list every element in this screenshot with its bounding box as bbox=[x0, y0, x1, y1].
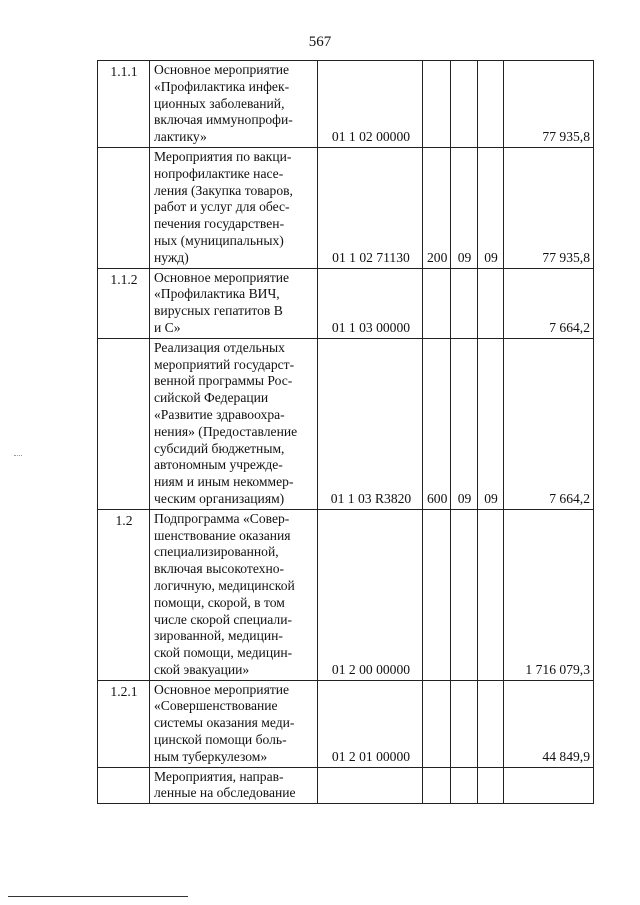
row-name-line: нения» (Предоставление bbox=[154, 423, 298, 439]
target-article-cell: 01 2 01 00000 bbox=[318, 680, 423, 767]
table-row bbox=[98, 767, 594, 804]
amount-cell: 1 716 079,3 bbox=[504, 509, 594, 680]
row-number-cell bbox=[98, 338, 150, 509]
row-name-cell bbox=[150, 680, 318, 767]
row-name-cell bbox=[150, 61, 318, 148]
subsection-cell bbox=[478, 268, 504, 338]
table-row bbox=[98, 338, 594, 509]
expense-type-cell bbox=[423, 767, 451, 804]
table-body bbox=[98, 61, 594, 804]
row-name-line: помощи, скорой, в том bbox=[154, 594, 285, 610]
section-cell bbox=[451, 61, 478, 148]
expense-type-cell bbox=[423, 268, 451, 338]
row-name-line: венной программы Рос- bbox=[154, 373, 293, 389]
expense-type-cell: 200 bbox=[423, 147, 451, 268]
row-name-line: печения государствен- bbox=[154, 216, 285, 232]
section-cell: 09 bbox=[451, 338, 478, 509]
target-article-cell bbox=[318, 767, 423, 804]
subsection-cell: 09 bbox=[478, 147, 504, 268]
target-article-cell: 01 1 02 71130 bbox=[318, 147, 423, 268]
row-name-line: нопрофилактике насе- bbox=[154, 165, 284, 181]
section-cell bbox=[451, 509, 478, 680]
row-name-line: ных (муниципальных) bbox=[154, 232, 284, 248]
row-name-line: цинской помощи боль- bbox=[154, 732, 287, 748]
target-article-cell: 01 2 00 00000 bbox=[318, 509, 423, 680]
row-name-line: мероприятий государст- bbox=[154, 356, 295, 372]
amount-cell bbox=[504, 767, 594, 804]
row-name-cell bbox=[150, 268, 318, 338]
row-name-line: ской помощи, медицин- bbox=[154, 645, 293, 661]
row-name-line: Основное мероприятие bbox=[154, 62, 290, 77]
subsection-cell bbox=[478, 767, 504, 804]
expense-type-cell bbox=[423, 509, 451, 680]
row-name-line: ниям и иным некоммер- bbox=[154, 474, 294, 490]
page-number: 567 bbox=[308, 34, 332, 50]
row-name-line: Реализация отдельных bbox=[154, 339, 285, 355]
expense-type-cell bbox=[423, 680, 451, 767]
amount-cell: 77 935,8 bbox=[504, 147, 594, 268]
row-name-line: зированной, медицин- bbox=[154, 628, 283, 644]
table-row bbox=[98, 680, 594, 767]
amount-cell: 44 849,9 bbox=[504, 680, 594, 767]
row-name-line: лактику» bbox=[154, 129, 207, 145]
row-name-line: специализированной, bbox=[154, 544, 279, 560]
row-name-line: ской эвакуации» bbox=[154, 661, 250, 677]
row-name-line: работ и услуг для обес- bbox=[154, 199, 290, 215]
row-name-line: «Совершенствование bbox=[154, 698, 278, 714]
amount-cell: 7 664,2 bbox=[504, 338, 594, 509]
section-cell bbox=[451, 767, 478, 804]
row-number-cell: 1.1.2 bbox=[98, 268, 150, 338]
row-name-line: ческим организациям) bbox=[154, 490, 285, 506]
row-name-line: включая иммунопрофи- bbox=[154, 112, 293, 128]
expense-type-cell bbox=[423, 61, 451, 148]
target-article-cell: 01 1 03 R3820 bbox=[318, 338, 423, 509]
budget-table bbox=[97, 60, 594, 804]
row-number-cell: 1.2 bbox=[98, 509, 150, 680]
subsection-cell bbox=[478, 680, 504, 767]
target-article-cell: 01 1 03 00000 bbox=[318, 268, 423, 338]
row-number-cell bbox=[98, 767, 150, 804]
row-name-line: Мероприятия, направ- bbox=[154, 768, 284, 784]
margin-mark bbox=[14, 455, 22, 456]
row-name-line: и С» bbox=[154, 319, 181, 335]
row-name-line: субсидий бюджетным, bbox=[154, 440, 285, 456]
row-name-cell bbox=[150, 509, 318, 680]
amount-cell: 7 664,2 bbox=[504, 268, 594, 338]
row-name-line: системы оказания меди- bbox=[154, 715, 295, 731]
row-name-line: Подпрограмма «Совер- bbox=[154, 510, 290, 526]
row-name-line: ленные на обследование bbox=[154, 785, 296, 801]
row-name-line: Мероприятия по вакци- bbox=[154, 148, 292, 164]
amount-cell: 77 935,8 bbox=[504, 61, 594, 148]
row-name-line: вирусных гепатитов В bbox=[154, 303, 283, 319]
row-name-cell bbox=[150, 147, 318, 268]
subsection-cell: 09 bbox=[478, 338, 504, 509]
row-name-line: ционных заболеваний, bbox=[154, 95, 285, 111]
table-row bbox=[98, 509, 594, 680]
subsection-cell bbox=[478, 509, 504, 680]
section-cell bbox=[451, 680, 478, 767]
row-name-line: логичную, медицинской bbox=[154, 577, 295, 593]
target-article-cell: 01 1 02 00000 bbox=[318, 61, 423, 148]
row-name-line: Основное мероприятие bbox=[154, 269, 290, 285]
table-row bbox=[98, 61, 594, 148]
section-cell bbox=[451, 268, 478, 338]
row-name-line: «Профилактика ВИЧ, bbox=[154, 286, 280, 302]
row-name-cell bbox=[150, 767, 318, 804]
row-number-cell: 1.1.1 bbox=[98, 61, 150, 148]
row-name-line: числе скорой специали- bbox=[154, 611, 293, 627]
row-name-line: сийской Федерации bbox=[154, 390, 269, 406]
row-name-line: шенствование оказания bbox=[154, 527, 291, 543]
table-row bbox=[98, 147, 594, 268]
footer-rule bbox=[8, 896, 188, 897]
row-name-line: ным туберкулезом» bbox=[154, 748, 268, 764]
row-name-line: включая высокотехно- bbox=[154, 561, 285, 577]
row-name-cell bbox=[150, 338, 318, 509]
row-name-line: ления (Закупка товаров, bbox=[154, 182, 293, 198]
row-number-cell: 1.2.1 bbox=[98, 680, 150, 767]
row-number-cell bbox=[98, 147, 150, 268]
table-row bbox=[98, 268, 594, 338]
expense-type-cell: 600 bbox=[423, 338, 451, 509]
section-cell: 09 bbox=[451, 147, 478, 268]
subsection-cell bbox=[478, 61, 504, 148]
row-name-line: нужд) bbox=[154, 249, 189, 265]
row-name-line: Основное мероприятие bbox=[154, 681, 290, 697]
row-name-line: «Развитие здравоохра- bbox=[154, 406, 285, 422]
row-name-line: автономным учрежде- bbox=[154, 457, 283, 473]
row-name-line: «Профилактика инфек- bbox=[154, 78, 290, 94]
